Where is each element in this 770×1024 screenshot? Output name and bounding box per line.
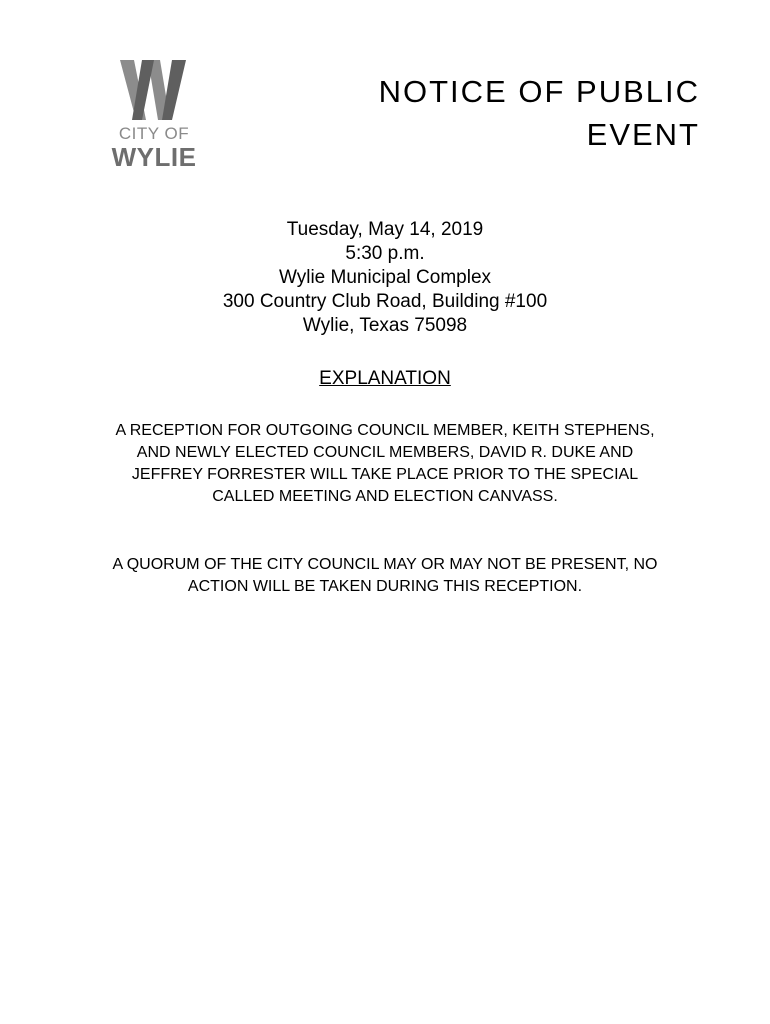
event-city-state-zip: Wylie, Texas 75098 <box>302 315 468 336</box>
explanation-paragraph-reception: A RECEPTION FOR OUTGOING COUNCIL MEMBER, KEITH STEPHENS, AND NEWLY ELECTED COUNCIL MEMBERS, DAVID R. DUKE AND JEFFREY FORRESTER WILL TAKE PLACE PRIOR TO THE SPECIAL CALLED MEETING AND ELECTION CANVASS. <box>115 422 655 505</box>
event-time: 5:30 p.m. <box>345 243 425 264</box>
w-mark-icon <box>108 58 200 122</box>
explanation-heading-block <box>0 367 770 391</box>
city-logo <box>108 58 200 170</box>
event-date: Tuesday, May 14, 2019 <box>286 219 484 240</box>
title-line-1: NOTICE OF PUBLIC <box>378 74 700 109</box>
event-details <box>0 218 770 338</box>
logo-city-of: CITY OF <box>118 124 190 143</box>
explanation-heading: EXPLANATION <box>319 368 451 389</box>
event-address: 300 Country Club Road, Building #100 <box>222 291 548 312</box>
event-venue: Wylie Municipal Complex <box>278 267 492 288</box>
page-title <box>379 70 700 156</box>
title-line-2: EVENT <box>586 117 700 152</box>
logo-city-name: WYLIE <box>111 142 197 172</box>
explanation-paragraph-quorum: A QUORUM OF THE CITY COUNCIL MAY OR MAY NOT BE PRESENT, NO ACTION WILL BE TAKEN DURING THIS RECEPTION. <box>112 556 658 595</box>
